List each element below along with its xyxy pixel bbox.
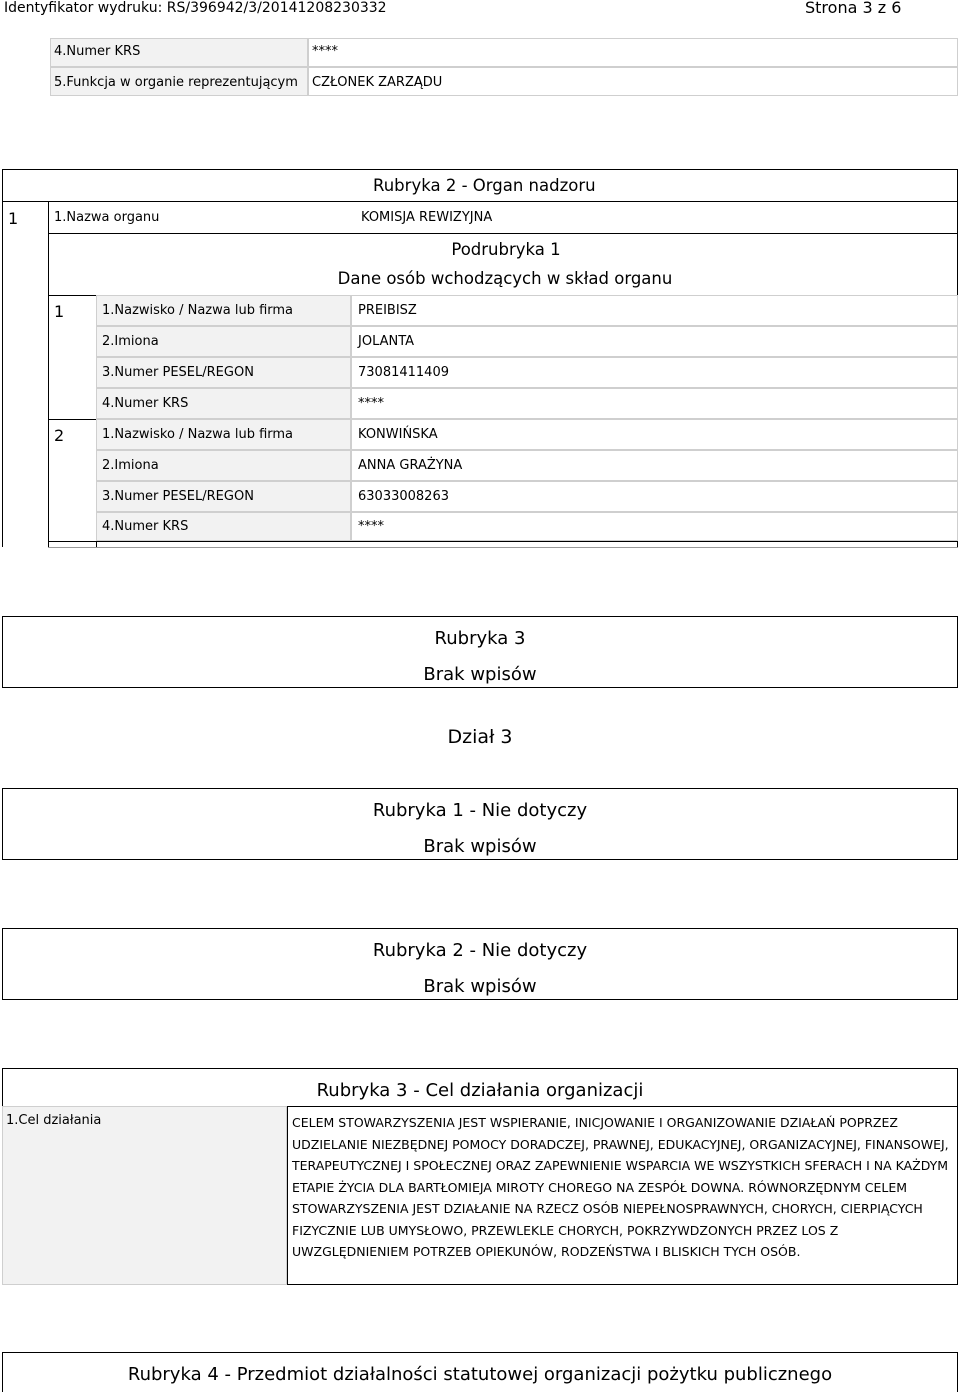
dzial3-rubryka3-title: Rubryka 3 - Cel działania organizacji — [316, 1080, 644, 1101]
dzial3-rubryka1-title: Rubryka 1 - Nie dotyczy — [372, 800, 588, 821]
row-label-function: 5.Funkcja w organie reprezentującym — [54, 75, 298, 90]
organ-name-value: KOMISJA REWIZYJNA — [361, 210, 493, 225]
print-identifier: Identyfikator wydruku: RS/396942/3/20141208230332 — [4, 0, 387, 16]
dzial3-title: Dział 3 — [447, 726, 513, 748]
person-index: 1 — [54, 302, 65, 321]
rubryka3-status: Brak wpisów — [423, 664, 537, 685]
dzial3-rubryka1-status: Brak wpisów — [423, 836, 537, 857]
dzial3-rubryka4-title: Rubryka 4 - Przedmiot działalności statutowej organizacji pożytku publicznego — [127, 1364, 833, 1385]
person-names-label: 2.Imiona — [102, 458, 159, 473]
dzial3-rubryka2-title: Rubryka 2 - Nie dotyczy — [372, 940, 588, 961]
person-surname-label: 1.Nazwisko / Nazwa lub firma — [102, 303, 294, 318]
person-krs-value: **** — [358, 396, 384, 411]
organ-nadzoru-title: Rubryka 2 - Organ nadzoru — [373, 176, 596, 195]
row-label-krs: 4.Numer KRS — [54, 44, 141, 59]
row-value-function: CZŁONEK ZARZĄDU — [312, 75, 443, 90]
person-surname-label: 1.Nazwisko / Nazwa lub firma — [102, 427, 294, 442]
person-names-value: JOLANTA — [358, 334, 415, 349]
page-number: Strona 3 z 6 — [805, 0, 902, 17]
purpose-value: CELEM STOWARZYSZENIA JEST WSPIERANIE, INICJOWANIE I ORGANIZOWANIE DZIAŁAŃ POPRZEZ UDZIELANIE NIEZBĘDNEJ POMOCY DORADCZEJ, PRAWNEJ, EDUKACYJNEJ, ORGANIZACYJNEJ, FINANSOWEJ, TERAPEUTYCZNEJ I SPOŁECZNEJ ORAZ ZAPEWNIENIE WSPARCIA WE WSZYSTKICH SFERACH I NA KAŻDYM ETAPIE ŻYCIA DLA BARTŁOMIEJA MIROTY CHOREGO NA ZESPÓŁ DOWNA. RÓWNORZĘDNYM CELEM STOWARZYSZENIA JEST DZIAŁANIE NA RZECZ OSÓB NIEPEŁNOSPRAWNYCH, CHORYCH, CIERPIĄCYCH FIZYCZNIE LUB UMYSŁOWO, PRZEWLEKLE CHORYCH, POKRZYWDZONYCH PRZEZ LOS Z UWZGLĘDNIENIEM POTRZEB OPIEKUNÓW, RODZEŃSTWA I BLISKICH TYCH OSÓB. — [292, 1115, 949, 1259]
person-surname-value: KONWIŃSKA — [358, 427, 438, 442]
person-pesel-value: 73081411409 — [358, 365, 449, 380]
person-names-value: ANNA GRAŻYNA — [358, 458, 463, 473]
person-krs-label: 4.Numer KRS — [102, 396, 189, 411]
person-pesel-value: 63033008263 — [358, 489, 449, 504]
person-surname-value: PREIBISZ — [358, 303, 417, 318]
person-krs-label: 4.Numer KRS — [102, 519, 189, 534]
rubryka3-title: Rubryka 3 — [434, 628, 526, 649]
person-names-label: 2.Imiona — [102, 334, 159, 349]
purpose-label: 1.Cel działania — [6, 1113, 102, 1128]
podrubryka-subtitle: Dane osób wchodzących w skład organu — [337, 269, 673, 288]
person-pesel-label: 3.Numer PESEL/REGON — [102, 489, 254, 504]
podrubryka-title: Podrubryka 1 — [451, 240, 561, 259]
dzial3-rubryka2-status: Brak wpisów — [423, 976, 537, 997]
person-index: 2 — [54, 426, 65, 445]
organ-name-label: 1.Nazwa organu — [54, 210, 160, 225]
person-pesel-label: 3.Numer PESEL/REGON — [102, 365, 254, 380]
row-value-krs: **** — [312, 44, 338, 59]
person-krs-value: **** — [358, 519, 384, 534]
organ-index: 1 — [8, 209, 19, 228]
